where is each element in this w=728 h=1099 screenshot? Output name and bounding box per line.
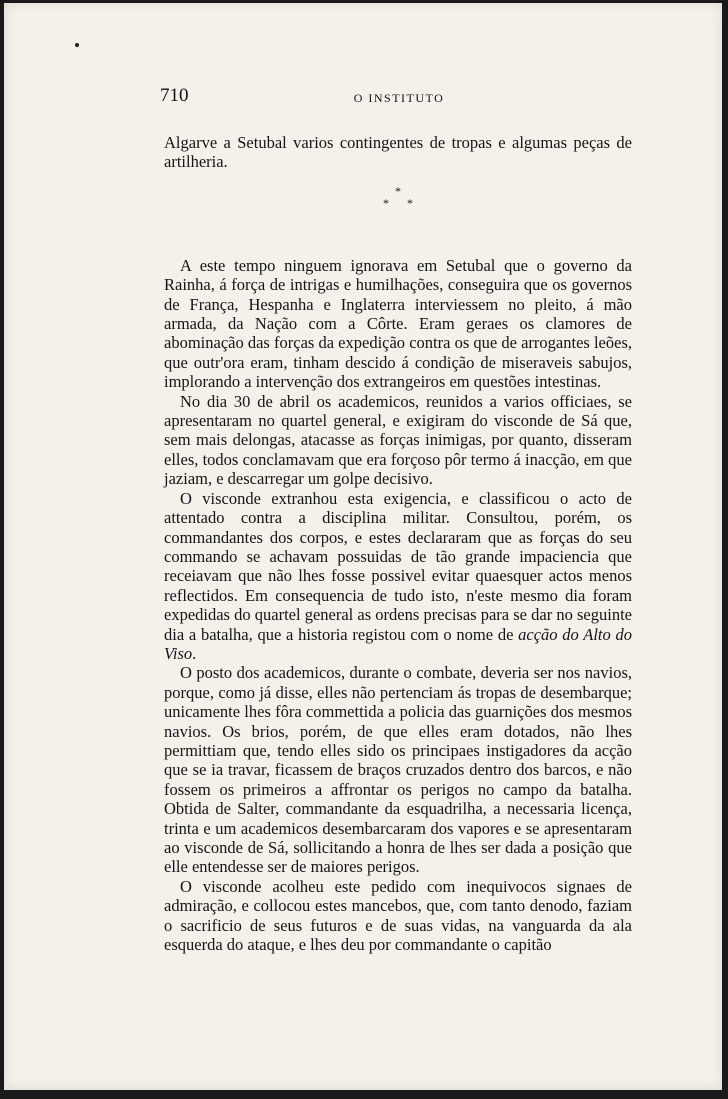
battle-name: acção do Alto do Viso — [164, 624, 632, 663]
running-title: O INSTITUTO — [353, 91, 445, 105]
ink-speck — [75, 43, 79, 47]
asterism-star: * — [383, 195, 389, 210]
body-text — [164, 133, 632, 954]
page-number: 710 — [160, 85, 189, 106]
paragraph: O visconde acolheu este pedido com inequivocos signaes de admiração, e collocou estes mancebos, que, com tanto denodo, faziam o sacrificio de seus futuros e de suas vidas, na vanguarda da ala esquerda do ataque, e lhes deu por commandante o capitão — [164, 876, 632, 955]
paragraph — [164, 489, 632, 664]
paragraph: A este tempo ninguem ignorava em Setubal que o governo da Rainha, á força de intrigas e humilhações, conseguira que os governos de França, Hespanha e Inglaterra interviessem no pleito, á mão armada, da Nação com a Côrte. Eram geraes os clamores de abominação das forças da expedição contra os que de arrogantes leões, que outr'ora eram, tinham descido á condição de miseraveis sabujos, implorando a intervenção dos extrangeiros em questões intestinas. — [164, 255, 632, 392]
paragraph-continuation: Algarve a Setubal varios contingentes de tropas e algumas peças de artilheria. — [164, 133, 632, 172]
paragraph-text: O visconde extranhou esta exigencia, e classificou o acto de attentado contra a disciplina militar. Consultou, porém, os commandantes dos corpos, e estes declararam que as forças do seu commando se achavam possuidas de tão grande impaciencia que receiavam que não lhes fosse possivel evitar quaesquer actos menos reflectidos. Em consequencia de tudo isto, n'este mesmo dia foram expedidas do quartel general as ordens precisas para se dar no seguinte dia a batalha, que a historia registou com o nome de — [164, 488, 632, 644]
book-page — [4, 3, 722, 1090]
paragraph-end: . — [192, 643, 197, 663]
asterism-star: * — [407, 195, 413, 210]
paragraph: O posto dos academicos, durante o combate, deveria ser nos navios, porque, como já disse, elles não pertenciam ás tropas de desembarque; unicamente lhes fôra commettida a policia das guarnições dos mesmos navios. Os brios, porém, de que elles eram dotados, não lhes permittiam que, tendo elles sido os principaes instigadores da acção que se ia travar, ficassem de braços cruzados dentro dos barcos, e não fossem os primeiros a affrontar os perigos no campo da batalha. Obtida de Salter, commandante da esquadrilha, a necessaria licença, trinta e um academicos desembarcaram dos vapores e se apresentaram ao visconde de Sá, sollicitando a honra de lhes ser dada a posição que elle entendesse ser de maiores perigos. — [164, 663, 632, 877]
section-asterism — [164, 185, 632, 237]
paragraph: No dia 30 de abril os academicos, reunidos a varios officiaes, se apresentaram no quartel general, e exigiram do visconde de Sá que, sem mais delongas, atacasse as forças inimigas, por quanto, disseram elles, todos conclamavam que era forçoso pôr termo á inacção, em que jaziam, e descarregar um golpe decisivo. — [164, 391, 632, 489]
asterism-star: * — [395, 183, 401, 198]
page-header — [160, 85, 638, 111]
